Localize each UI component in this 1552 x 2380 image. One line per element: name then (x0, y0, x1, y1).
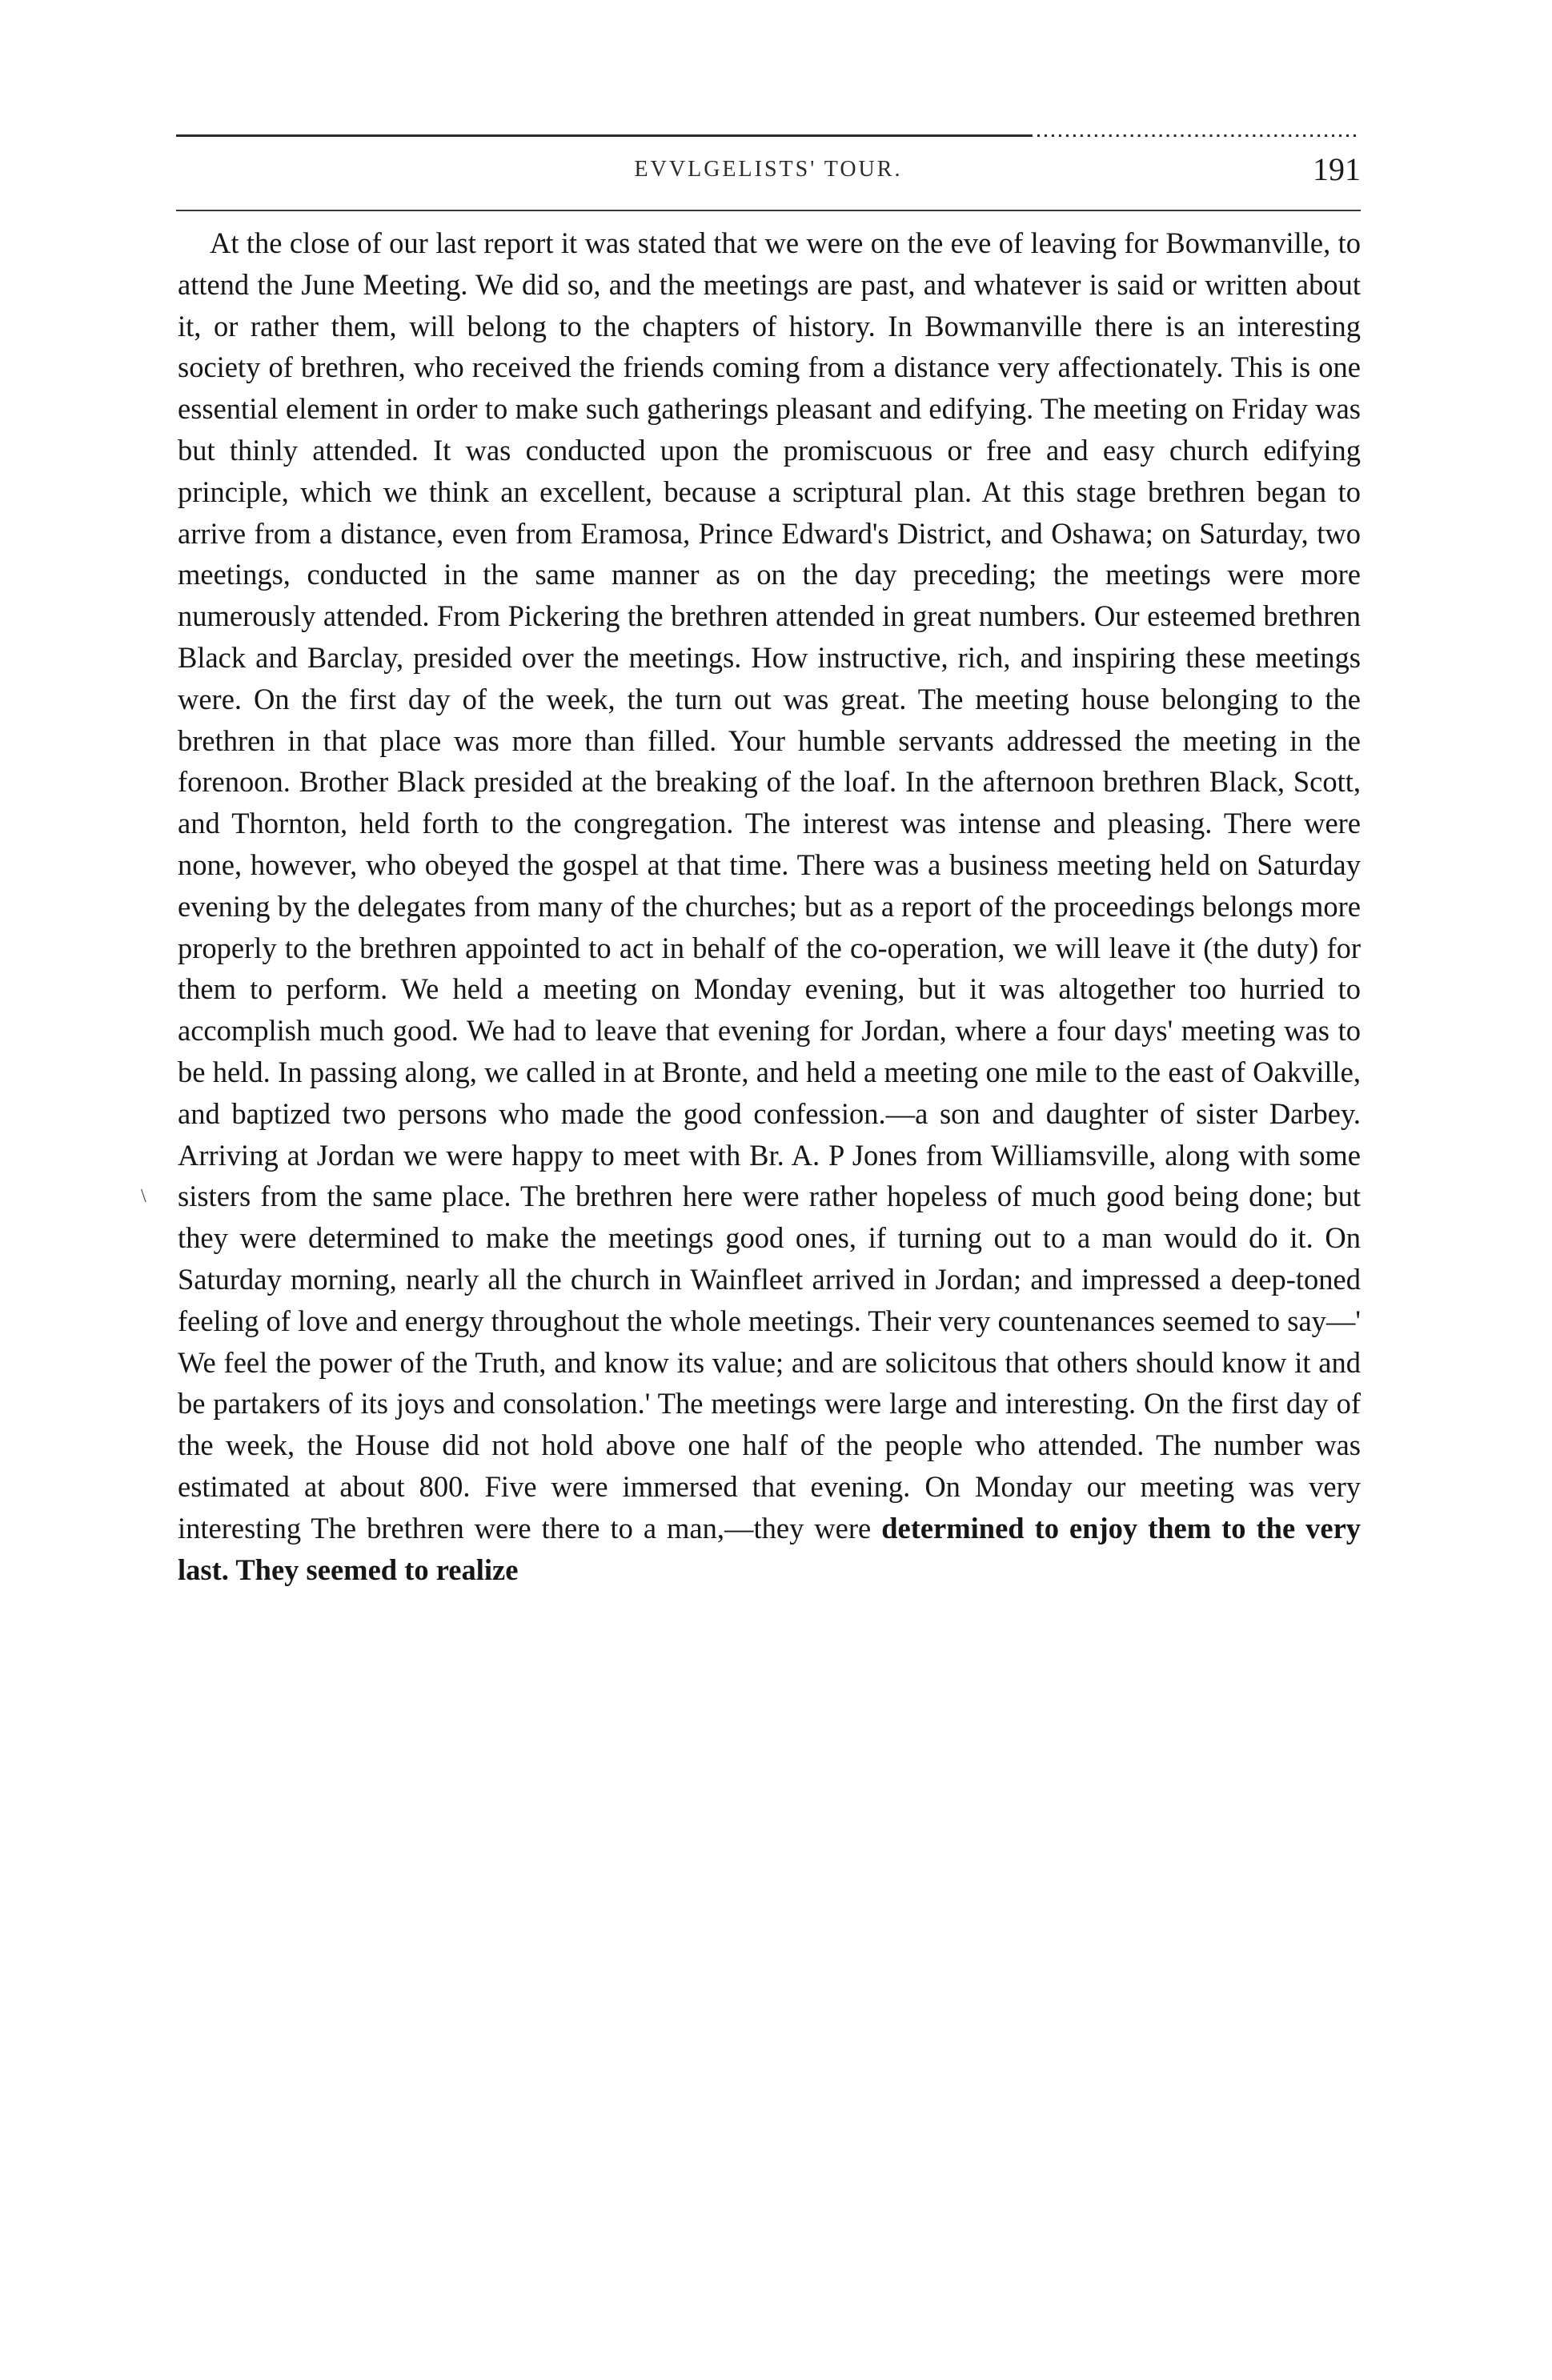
article-paragraph (178, 222, 1361, 1590)
top-rule-break (1033, 134, 1361, 137)
running-title: EVVLGELISTS' TOUR. (634, 157, 903, 182)
running-head (176, 150, 1361, 190)
page-number: 191 (1313, 151, 1361, 187)
header-rule (176, 210, 1361, 211)
margin-mark: \ (141, 1186, 146, 1207)
paragraph-last-line: determined to enjoy them to the very last. They seemed to realize (178, 1511, 1362, 1586)
paragraph-text: At the close of our last report it was stated that we were on the eve of leaving for Bowmanville, to attend the June Meeting. We did so, and the meetings are past, and whatever is said or written about it, or rather them, will belong to the chapters of history. In Bowmanville there is an interesting society of brethren, who received the friends coming from a distance very affectionately. This is one essential element in order to make such gatherings pleasant and edifying. The meeting on Friday was but thinly attended. It was conducted upon the promiscuous or free and easy church edifying principle, which we think an excellent, because a scriptural plan. At this stage brethren began to arrive from a distance, even from Eramosa, Prince Edward's District, and Oshawa; on Saturday, two meetings, conducted in the same manner as on the day preceding; the meetings were more numerously attended. From Pickering the brethren attended in great numbers. Our esteemed brethren Black and Barclay, presided over the meetings. How instructive, rich, and inspiring these meetings were. On the first day of the week, the turn out was great. The meeting house belonging to the brethren in that place was more than filled. Your humble servants addressed the meeting in the forenoon. Brother Black presided at the breaking of the loaf. In the afternoon brethren Black, Scott, and Thornton, held forth to the congregation. The interest was intense and pleasing. There were none, however, who obeyed the gospel at that time. There was a business meeting held on Saturday evening by the delegates from many of the churches; but as a report of the proceedings belongs more properly to the brethren appointed to act in behalf of the co-operation, we will leave it (the duty) for them to perform. We held a meeting on Monday evening, but it was altogether too hurried to accomplish much good. We had to leave that evening for Jordan, where a four days' meeting was to be held. In passing along, we called in at Bronte, and held a meeting one mile to the east of Oakville, and baptized two persons who made the good confession.—a son and daughter of sister Darbey. Arriving at Jordan we were happy to meet with Br. A. P Jones from Williamsville, along with some sisters from the same place. The brethren here were rather hopeless of much good being done; but they were determined to make the meetings good ones, if turning out to a man would do it. On Saturday morning, nearly all the church in Wainfleet arrived in Jordan; and impressed a deep-toned feeling of love and energy throughout the whole meetings. Their very countenances seemed to say—' We feel the power of the Truth, and know its value; and are solicitous that others should know it and be partakers of its joys and consolation.' The meetings were large and interesting. On the first day of the week, the House did not hold above one half of the people who attended. The number was estimated at about 800. Five were immersed that evening. On Monday our meeting was very interesting The brethren were there to a man,—they were (178, 226, 1361, 1545)
